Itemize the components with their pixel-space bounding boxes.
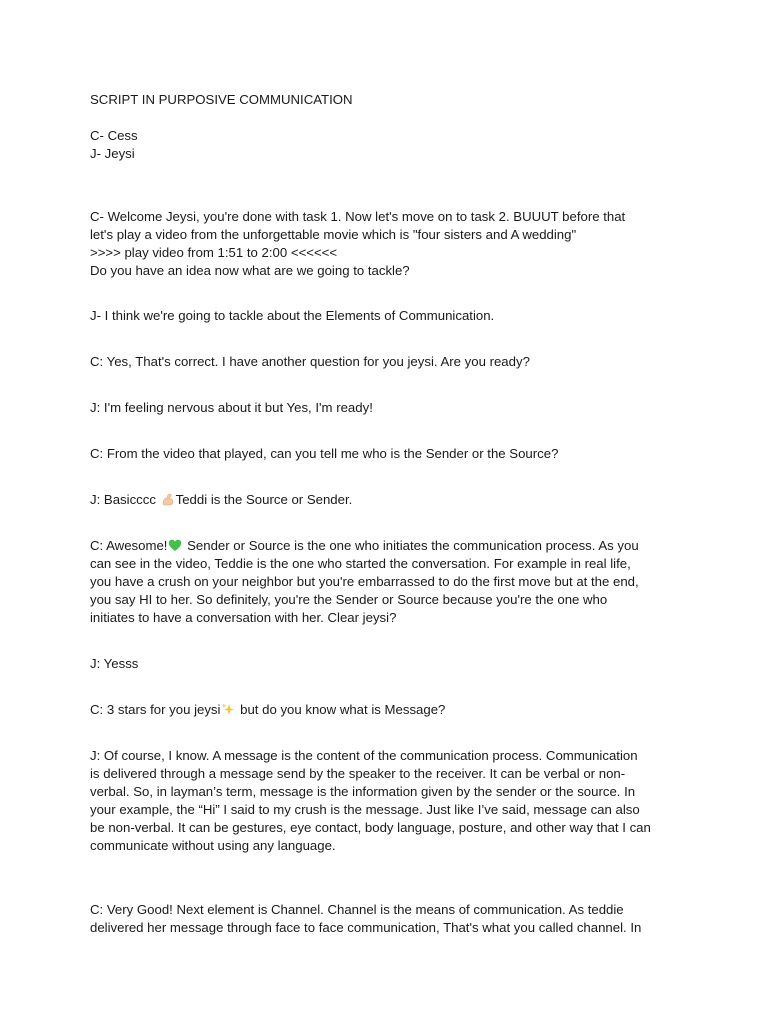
green-heart-icon xyxy=(168,539,182,552)
paragraph-ready: J: I'm feeling nervous about it but Yes, I'm ready! xyxy=(90,400,373,415)
flexed-biceps-icon xyxy=(161,493,175,506)
paragraph-intro xyxy=(90,208,690,280)
cast-line-c: C- Cess xyxy=(90,128,138,143)
paragraph-line: your example, the “Hi” I said to my crush is the message. Just like I’ve said, message can also xyxy=(90,802,640,817)
paragraph-line: be non-verbal. It can be gestures, eye contact, body language, posture, and other way that I can xyxy=(90,820,651,835)
paragraph-sender-question: C: From the video that played, can you tell me who is the Sender or the Source? xyxy=(90,446,559,461)
paragraph-line: you have a crush on your neighbor but you're embarrassed to do the first move but at the end, xyxy=(90,574,639,589)
stars-text-before: C: 3 stars for you jeysi xyxy=(90,702,221,717)
paragraph-line: verbal. So, in layman’s term, message is the information given by the sender or the source. In xyxy=(90,784,636,799)
paragraph-line: >>>> play video from 1:51 to 2:00 <<<<<< xyxy=(90,245,338,260)
paragraph-message xyxy=(90,747,690,855)
answer-text-before: J: Basicccc xyxy=(90,492,160,507)
explanation-text-before: C: Awesome! xyxy=(90,538,168,553)
paragraph-channel xyxy=(90,901,690,937)
paragraph-question: C: Yes, That's correct. I have another question for you jeysi. Are you ready? xyxy=(90,354,530,369)
paragraph-line: Do you have an idea now what are we going to tackle? xyxy=(90,263,410,278)
paragraph-line xyxy=(90,537,690,555)
paragraph-line: let's play a video from the unforgettable movie which is "four sisters and A wedding" xyxy=(90,227,577,242)
paragraph-line: delivered her message through face to face communication, That's what you called channel. In xyxy=(90,920,642,935)
paragraph-line: J: Of course, I know. A message is the content of the communication process. Communication xyxy=(90,748,638,763)
cast-line-j: J- Jeysi xyxy=(90,146,135,161)
explanation-text-after: Sender or Source is the one who initiates the communication process. As you xyxy=(183,538,639,553)
stars-text-after: but do you know what is Message? xyxy=(236,702,446,717)
answer-text-after: Teddi is the Source or Sender. xyxy=(175,492,353,507)
paragraph-sender-answer xyxy=(90,491,690,509)
paragraph-line: C: Very Good! Next element is Channel. Channel is the means of communication. As teddie xyxy=(90,902,624,917)
paragraph-elements: J- I think we're going to tackle about the Elements of Communication. xyxy=(90,308,495,323)
paragraph-line: is delivered through a message send by the speaker to the receiver. It can be verbal or non- xyxy=(90,766,626,781)
document-page xyxy=(90,91,690,937)
paragraph-line: C- Welcome Jeysi, you're done with task 1. Now let's move on to task 2. BUUUT before that xyxy=(90,209,626,224)
paragraph-yes: J: Yesss xyxy=(90,656,139,671)
paragraph-line: you say HI to her. So definitely, you're the Sender or Source because you're the one who xyxy=(90,592,608,607)
paragraph-line: initiates to have a conversation with her. Clear jeysi? xyxy=(90,610,397,625)
sparkles-icon xyxy=(221,703,235,716)
document-title: SCRIPT IN PURPOSIVE COMMUNICATION xyxy=(90,92,353,107)
paragraph-sender-explanation xyxy=(90,537,690,627)
paragraph-line: can see in the video, Teddie is the one who started the conversation. For example in real life, xyxy=(90,556,631,571)
paragraph-stars xyxy=(90,701,690,719)
paragraph-line: communicate without using any language. xyxy=(90,838,336,853)
